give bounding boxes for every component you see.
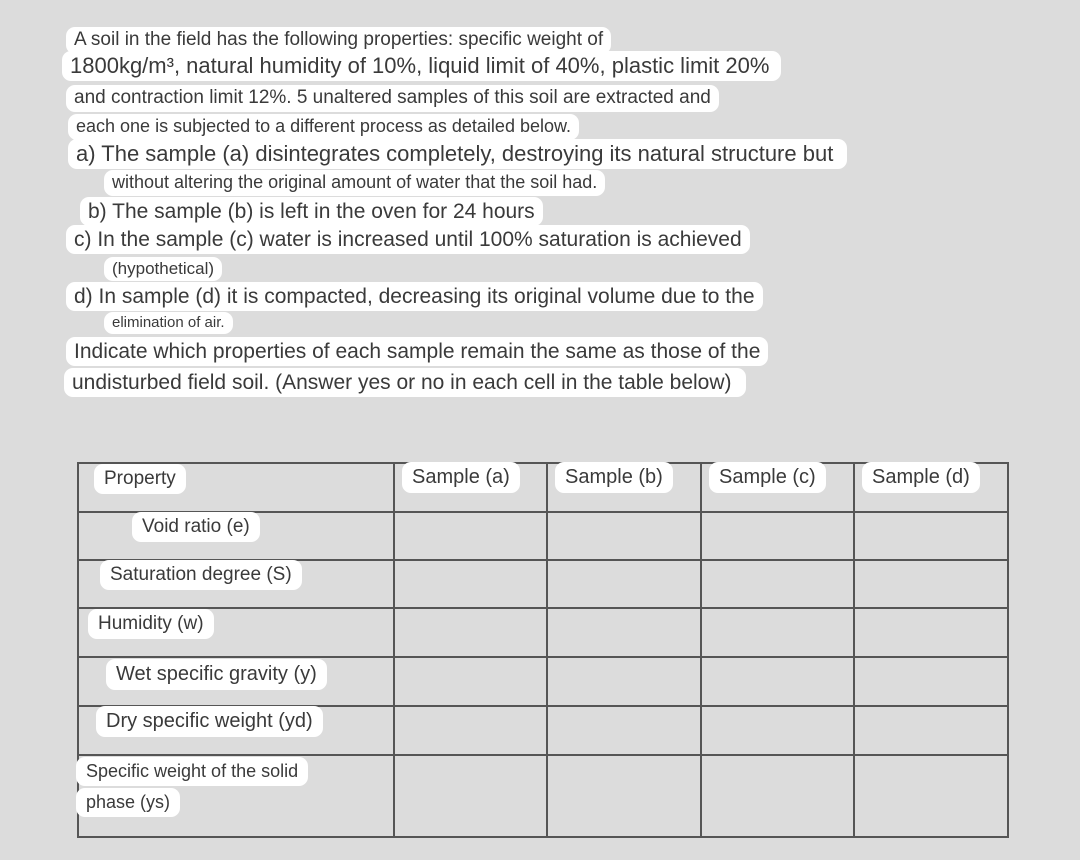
answer-cell[interactable]	[855, 707, 1007, 754]
row-label-void-ratio: Void ratio (e)	[132, 512, 260, 542]
statement-line-2: 1800kg/m³, natural humidity of 10%, liquid limit of 40%, plastic limit 20%	[62, 51, 781, 81]
item-a-line-2: without altering the original amount of water that the soil had.	[104, 170, 605, 196]
statement-line-1: A soil in the field has the following properties: specific weight of	[66, 27, 611, 54]
item-c-line-1: c) In the sample (c) water is increased until 100% saturation is achieved	[66, 225, 750, 254]
row-label-humidity: Humidity (w)	[88, 609, 214, 639]
answer-cell[interactable]	[395, 658, 546, 705]
answer-cell[interactable]	[548, 609, 700, 656]
answer-cell[interactable]	[855, 513, 1007, 559]
answer-cell[interactable]	[702, 513, 853, 559]
answer-cell[interactable]	[395, 561, 546, 607]
answer-cell[interactable]	[855, 561, 1007, 607]
answer-cell[interactable]	[548, 707, 700, 754]
item-d-line-2: elimination of air.	[104, 312, 233, 334]
answer-cell[interactable]	[702, 609, 853, 656]
statement-line-4: each one is subjected to a different process as detailed below.	[68, 114, 579, 140]
item-d-line-1: d) In sample (d) it is compacted, decreasing its original volume due to the	[66, 282, 763, 311]
row-label-dry-specific-weight: Dry specific weight (yd)	[96, 706, 323, 737]
answer-cell[interactable]	[395, 609, 546, 656]
answer-cell[interactable]	[702, 658, 853, 705]
answer-cell[interactable]	[855, 756, 1007, 836]
header-property: Property	[94, 464, 186, 494]
header-sample-d: Sample (d)	[862, 462, 980, 493]
answer-cell[interactable]	[548, 658, 700, 705]
item-b: b) The sample (b) is left in the oven for 24 hours	[80, 197, 543, 226]
answer-cell[interactable]	[395, 513, 546, 559]
answer-cell[interactable]	[855, 658, 1007, 705]
answer-cell[interactable]	[548, 513, 700, 559]
row-label-solid-specific-weight-line-1: Specific weight of the solid	[76, 757, 308, 786]
row-label-wet-specific-gravity: Wet specific gravity (y)	[106, 659, 327, 690]
answer-cell[interactable]	[395, 707, 546, 754]
answer-cell[interactable]	[395, 756, 546, 836]
answer-cell[interactable]	[702, 561, 853, 607]
header-sample-c: Sample (c)	[709, 462, 826, 493]
row-label-solid-specific-weight-line-2: phase (ys)	[76, 788, 180, 817]
question-line-2: undisturbed field soil. (Answer yes or no in each cell in the table below)	[64, 368, 746, 397]
header-sample-b: Sample (b)	[555, 462, 673, 493]
question-line-1: Indicate which properties of each sample remain the same as those of the	[66, 337, 768, 366]
answer-cell[interactable]	[548, 561, 700, 607]
answer-cell[interactable]	[855, 609, 1007, 656]
statement-line-3: and contraction limit 12%. 5 unaltered samples of this soil are extracted and	[66, 85, 719, 112]
answer-cell[interactable]	[702, 707, 853, 754]
row-label-saturation-degree: Saturation degree (S)	[100, 560, 302, 590]
answer-cell[interactable]	[548, 756, 700, 836]
header-sample-a: Sample (a)	[402, 462, 520, 493]
answer-cell[interactable]	[702, 756, 853, 836]
item-a-line-1: a) The sample (a) disintegrates completely, destroying its natural structure but	[68, 139, 847, 169]
item-c-line-2: (hypothetical)	[104, 257, 222, 281]
